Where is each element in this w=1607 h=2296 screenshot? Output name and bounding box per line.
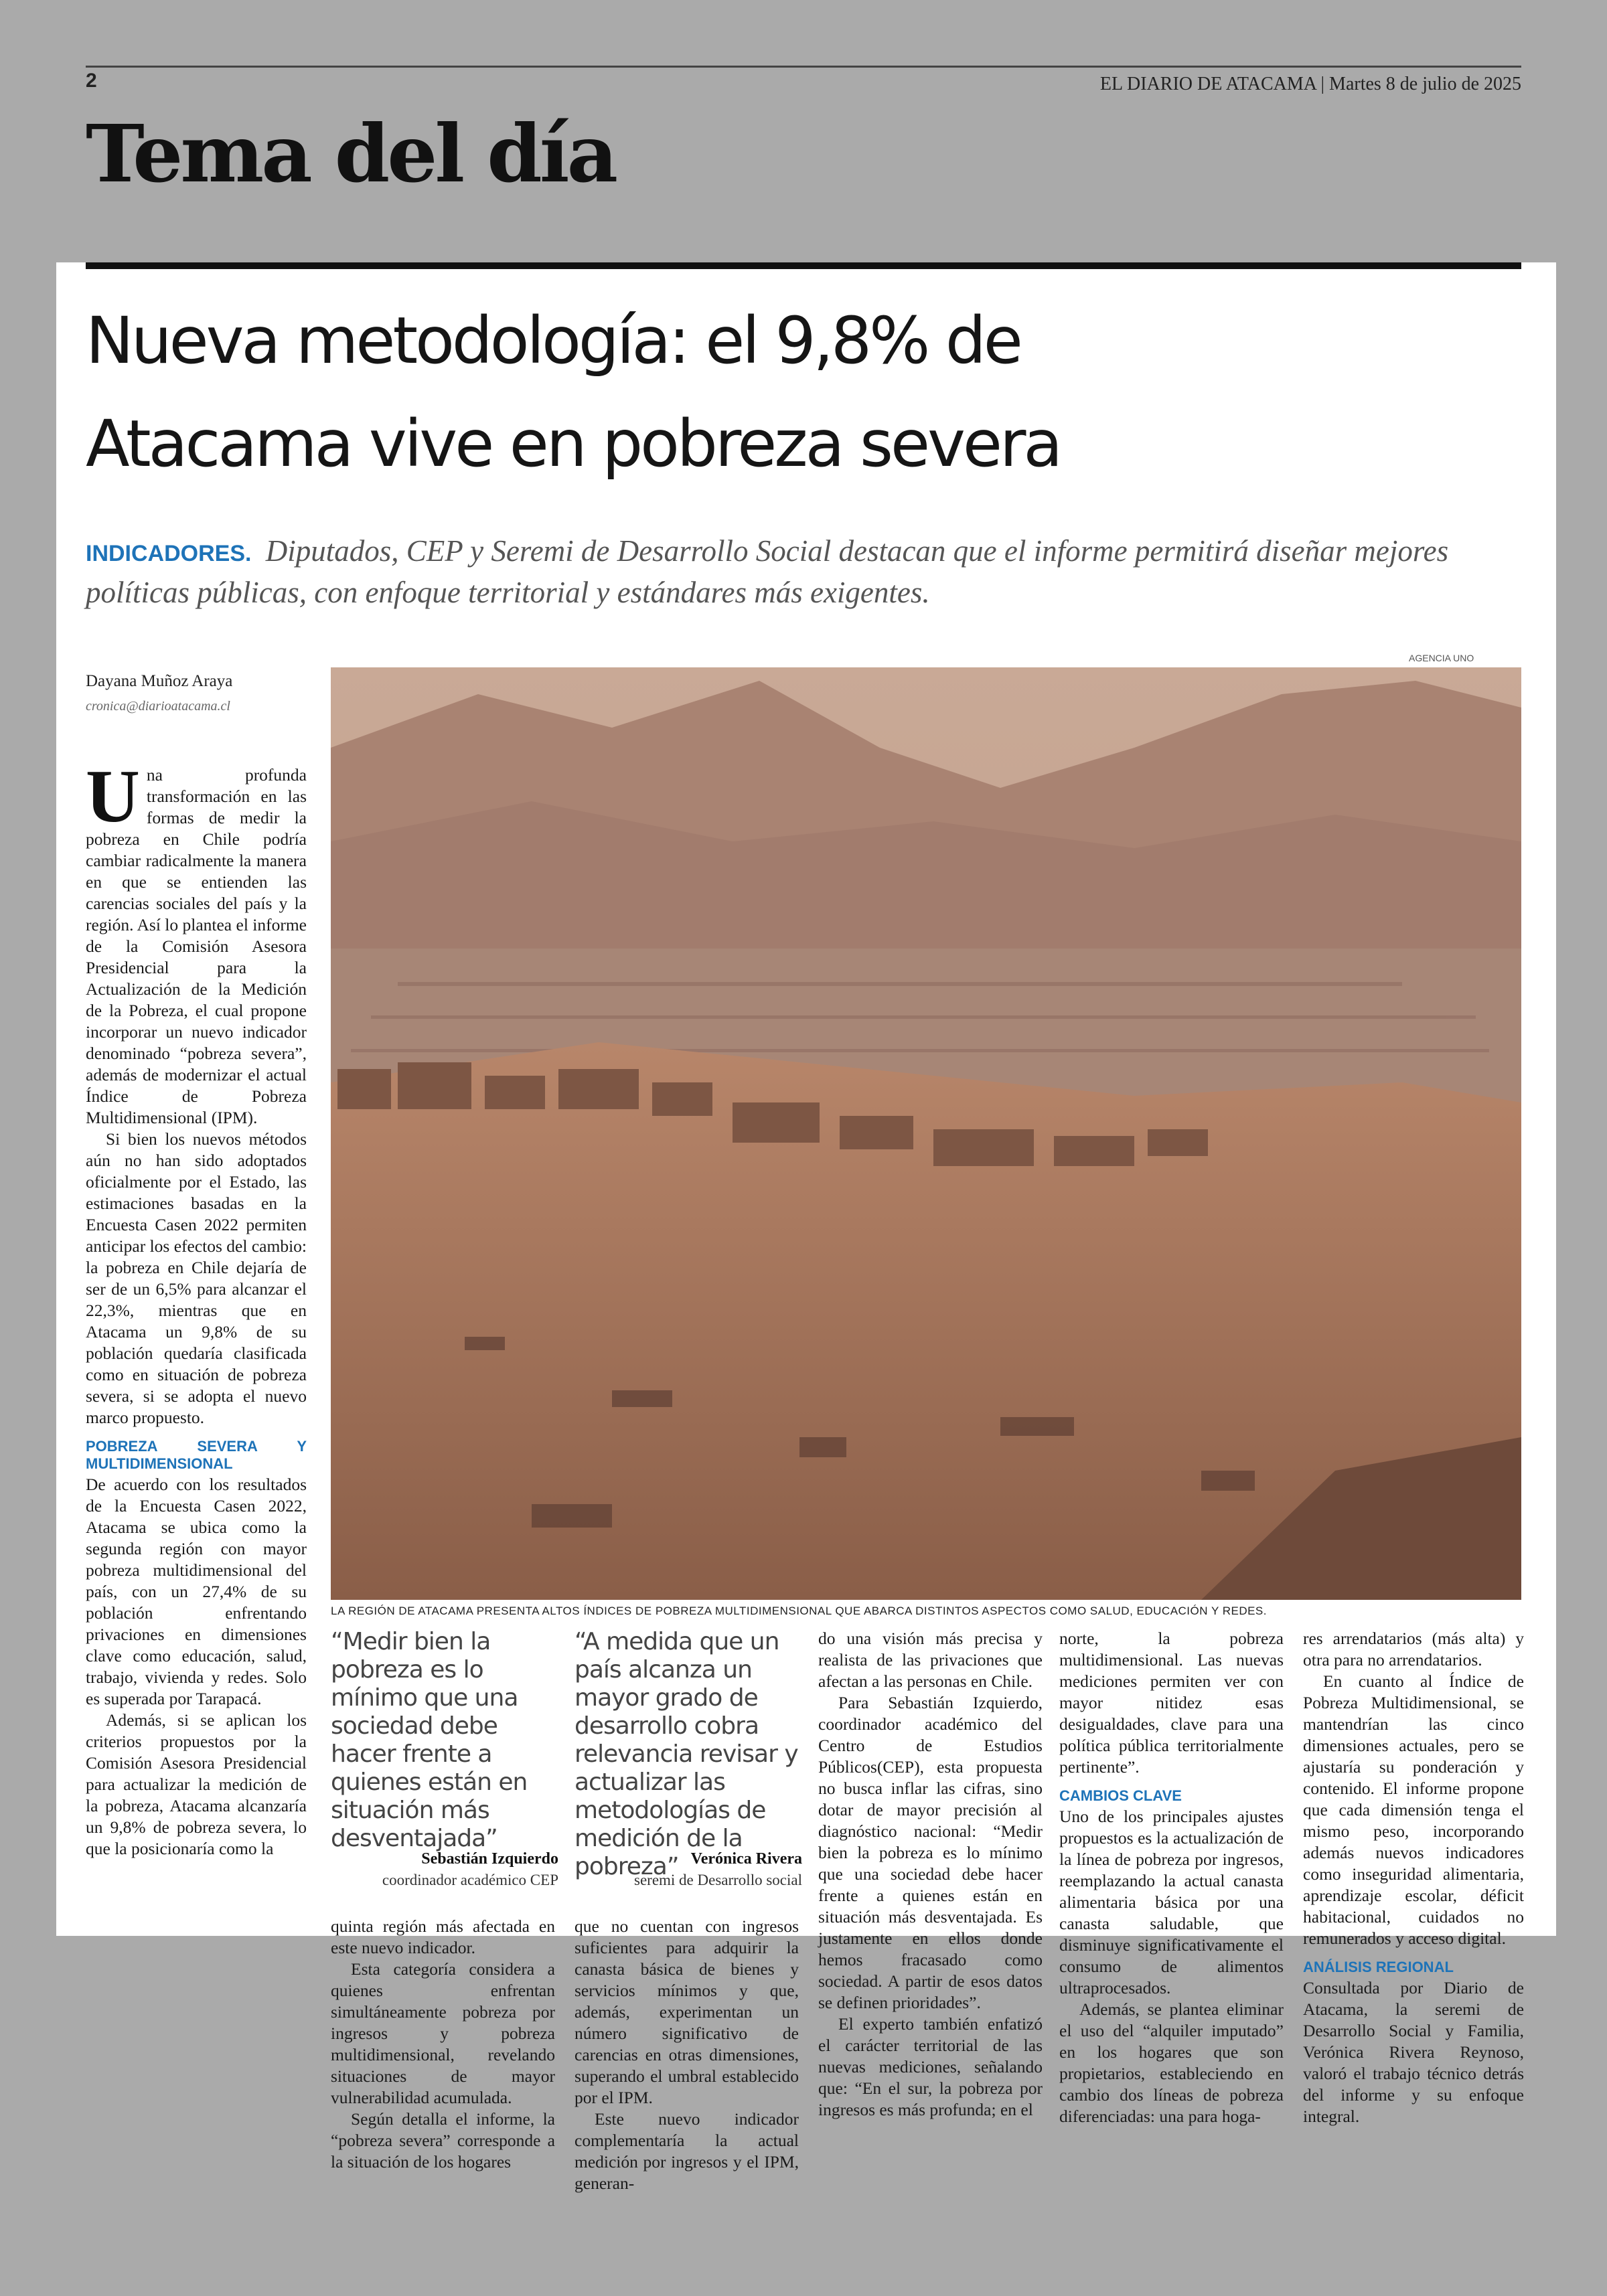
column-3 xyxy=(575,1916,799,2194)
article-sheet xyxy=(56,262,1556,2193)
paragraph: Además, se plantea eliminar el uso del “alquiler imputado” en los hogares que son propietarios, estableciendo en cambio dos líneas de pobreza diferenciadas: una para hoga- xyxy=(1059,1999,1284,2126)
author: Dayana Muñoz Araya xyxy=(86,672,233,690)
photo-credit: AGENCIA UNO xyxy=(1409,653,1474,663)
pull-quote-2: “A medida que un país alcanza un mayor grado de desarrollo cobra relevancia revisar y actualizar las metodologías de medición de la pobreza” xyxy=(575,1628,798,1880)
paragraph: quinta región más afectada en este nuevo indicador. xyxy=(331,1916,555,1957)
paragraph: Esta categoría considera a quienes enfrentan simultáneamente pobreza por ingresos y pobreza multidimensional, revelando situaciones de mayor vulnerabilidad acumulada. xyxy=(331,1959,555,2107)
photo-caption: LA REGIÓN DE ATACAMA PRESENTA ALTOS ÍNDICES DE POBREZA MULTIDIMENSIONAL QUE ABARCA DISTINTOS ASPECTOS COMO SALUD, EDUCACIÓN Y REDES. xyxy=(331,1605,1267,1617)
subheading: ANÁLISIS REGIONAL xyxy=(1303,1959,1454,1975)
paragraph: que no cuentan con ingresos suficientes para adquirir la canasta básica de bienes y servicios mínimos y que, además, experimentan un número significativo de carencias en otras dimensiones, superando el umbral establecido por el IPM. xyxy=(575,1916,799,2107)
paragraph: res arrendatarios (más alta) y otra para no arrendatarios. xyxy=(1303,1629,1524,1669)
pull-quote-2-role: seremi de Desarrollo social xyxy=(634,1872,802,1888)
paragraph: Uno de los principales ajustes propuestos es la actualización de la línea de pobreza por ingresos, reemplazando la actual canasta alimentaria básica por una canasta saludable, que disminuye significativamente el consumo de alimentos ultraprocesados. xyxy=(1059,1807,1284,1997)
paragraph: Este nuevo indicador complementaría la actual medición por ingresos y el IPM, generan- xyxy=(575,2109,799,2193)
paragraph: De acuerdo con los resultados de la Encuesta Casen 2022, Atacama se ubica como la segunda región con mayor pobreza multidimensional del país, con un 27,4% de su población enfrentando privaciones en dimensiones clave como educación, salud, trabajo, vivienda y redes. Solo es superada por Tarapacá. xyxy=(86,1475,307,1708)
author-email: cronica@diarioatacama.cl xyxy=(86,699,230,714)
pull-quote-2-name: Verónica Rivera xyxy=(690,1850,802,1868)
paragraph: Si bien los nuevos métodos aún no han sido adoptados oficialmente por el Estado, las estimaciones basadas en la Encuesta Casen 2022 permiten anticipar los efectos del cambio: la pobreza en Chile dejaría de ser de un 6,5% para alcanzar el 22,3%, mientras que en Atacama un 9,8% de su población quedaría clasificada como en situación de pobreza severa, si se adopta el nuevo marco propuesto. xyxy=(86,1129,307,1427)
column-4 xyxy=(818,1628,1043,2121)
headline xyxy=(86,289,1532,495)
article-photo xyxy=(331,667,1521,1600)
page-number: 2 xyxy=(86,70,97,92)
deck xyxy=(86,530,1519,613)
headline-line-2: Atacama vive en pobreza severa xyxy=(86,406,1061,481)
section-title: Tema del día xyxy=(86,107,616,200)
paragraph: Consultada por Diario de Atacama, la seremi de Desarrollo Social y Familia, Verónica Rivera Reynoso, valoró el trabajo técnico detrás del informe y su enfoque integral. xyxy=(1303,1978,1524,2126)
column-2 xyxy=(331,1916,555,2173)
paragraph xyxy=(86,755,307,1129)
pull-quote-1-role: coordinador académico CEP xyxy=(382,1872,558,1888)
landscape-illustration xyxy=(331,667,1521,1600)
headline-line-1: Nueva metodología: el 9,8% de xyxy=(86,303,1020,378)
column-6 xyxy=(1303,1628,1524,2127)
masthead: EL DIARIO DE ATACAMA | Martes 8 de julio de 2025 xyxy=(1099,74,1521,94)
pull-quote-1: “Medir bien la pobreza es lo mínimo que una sociedad debe hacer frente a quienes están en situación más desventajada” xyxy=(331,1628,528,1852)
paragraph: Además, si se aplican los criterios propuestos por la Comisión Asesora Presidencial para actualizar la medición de la pobreza, Atacama alcanzaría un 9,8% de pobreza severa, lo que la posicionaría como la xyxy=(86,1710,307,1858)
dropcap: U xyxy=(86,755,140,838)
paragraph: Según detalla el informe, la “pobreza severa” corresponde a la situación de los hogares xyxy=(331,2109,555,2171)
column-5 xyxy=(1059,1628,1284,2127)
deck-text: Diputados, CEP y Seremi de Desarrollo Social destacan que el informe permitirá diseñar mejores políticas públicas, con enfoque territorial y estándares más exigentes. xyxy=(86,534,1449,609)
kicker: INDICADORES. xyxy=(86,541,252,566)
top-rule xyxy=(86,66,1521,68)
pull-quote-1-name: Sebastián Izquierdo xyxy=(421,1850,558,1868)
paragraph: do una visión más precisa y realista de las privaciones que afectan a las personas en Chile. xyxy=(818,1629,1043,1691)
paragraph: Para Sebastián Izquierdo, coordinador académico del Centro de Estudios Públicos(CEP), esta propuesta no busca inflar las cifras, sino dotar de mayor precisión al diagnóstico nacional: “Medir bien la pobreza es lo mínimo que una sociedad debe hacer frente a quienes están en situación más desventajada. Es justamente en ellos donde hemos fracasado como sociedad. A partir de esos datos se definen prioridades”. xyxy=(818,1693,1043,2012)
subheading: POBREZA SEVERA Y MULTIDIMENSIONAL xyxy=(86,1438,307,1472)
paragraph: norte, la pobreza multidimensional. Las nuevas mediciones permiten ver con mayor nitidez esas desigualdades, clave para una política pública territorialmente pertinente”. xyxy=(1059,1629,1284,1777)
column-1 xyxy=(86,755,307,1860)
paragraph-text: na profunda transformación en las formas de medir la pobreza en Chile podría cambiar radicalmente la manera en que se entienden las carencias sociales del país y la región. Así lo plantea el informe de la Comisión Asesora Presidencial para la Actualización de la Medición de la Pobreza, el cual propone incorporar un nuevo indicador denominado “pobreza severa”, además de modernizar el actual Índice de Pobreza Multidimensional (IPM). xyxy=(86,765,307,1127)
paragraph: En cuanto al Índice de Pobreza Multidimensional, se mantendrían las cinco dimensiones actuales, pero se ajustaría su ponderación y contenido. El informe propone que cada dimensión tenga el mismo peso, incorporando además nuevos indicadores como inseguridad alimentaria, aprendizaje escolar, déficit habitacional, cuidados no remunerados y acceso digital. xyxy=(1303,1671,1524,1948)
headline-rule xyxy=(86,262,1521,269)
paragraph: El experto también enfatizó el carácter territorial de las nuevas mediciones, señalando que: “En el sur, la pobreza por ingresos es más profunda; en el xyxy=(818,2014,1043,2119)
subheading: CAMBIOS CLAVE xyxy=(1059,1787,1182,1804)
